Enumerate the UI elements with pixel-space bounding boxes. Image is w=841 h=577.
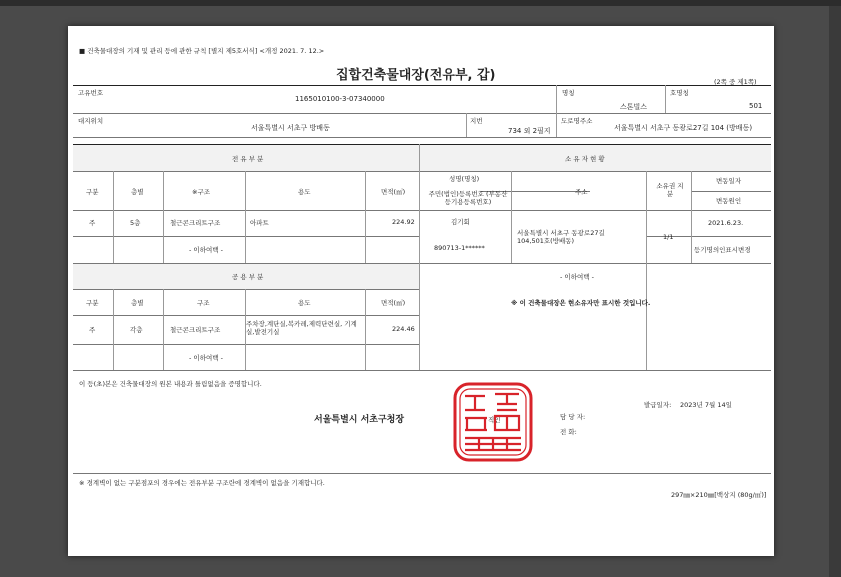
rule [73, 144, 771, 145]
road-value: 서울특별시 서초구 동광로27길 104 (방배동) [614, 124, 753, 132]
rule [691, 171, 692, 263]
owner-share-header: 소유권 지분 [656, 182, 684, 198]
rule [511, 171, 512, 263]
name-label: 명칭 [562, 89, 575, 97]
rule [245, 171, 246, 263]
phone-label: 전 화: [560, 428, 577, 436]
common-section-label: 공 용 부 분 [232, 273, 264, 281]
issue-date-label: 발급일자: [644, 401, 672, 409]
document-page [68, 26, 774, 556]
rule [73, 236, 419, 237]
col-header-structure: ※구조 [192, 188, 211, 196]
col-header-type: 구분 [86, 188, 99, 196]
road-label: 도로명주소 [561, 117, 593, 125]
owner-address-header: 주소 [575, 188, 588, 196]
lot-label: 지번 [470, 117, 483, 125]
rule [163, 171, 164, 263]
col-header-area: 면적(㎡) [381, 188, 406, 196]
viewer-top-bar [0, 0, 841, 6]
rule [365, 171, 366, 263]
owner-share: 1/1 [663, 233, 674, 241]
rule [665, 85, 666, 113]
page-indicator: (2쪽 중 제1쪽) [714, 78, 757, 86]
owner-change-cause: 등기명의인표시변경 [694, 246, 751, 254]
exclusive-section-label: 전 유 부 분 [232, 155, 264, 163]
rule [73, 113, 771, 114]
form-reference: ■ 건축물대장의 기재 및 관리 등에 관한 규칙 [별지 제5호서식] <개정 2021. 7. 12.> [79, 47, 325, 55]
excl-row-type: 주 [89, 219, 96, 227]
excl-blank: - 이하여백 - [189, 246, 223, 254]
col-header-use: 용도 [298, 188, 311, 196]
rule [365, 289, 366, 370]
rule [73, 210, 771, 211]
excl-row-structure: 철근콘크리트구조 [170, 219, 221, 227]
rule [73, 473, 771, 474]
owner-name: 김기회 [451, 218, 470, 226]
unique-no: 1165010100-3-07340000 [295, 95, 385, 103]
rule [73, 137, 771, 138]
building-name: 스톤빌스 [620, 103, 648, 111]
rule [73, 370, 771, 371]
common-row-floor: 각층 [130, 326, 143, 334]
owner-name-header: 성명(명칭) [449, 175, 480, 183]
rule [73, 263, 771, 264]
issuer-name: 서울특별시 서초구청장 [314, 415, 405, 425]
rule [73, 344, 419, 345]
owner-address-line2: 104,501호(방배동) [517, 237, 575, 245]
footnote: ※ 경계벽이 없는 구분점포의 경우에는 전유부분 구조란에 경계벽이 없음을 기재합니다. [79, 479, 325, 487]
common-row-use: 주차장,계단실,복카레,제력단련실, 기계실,발전기실 [246, 320, 357, 336]
common-row-structure: 철근콘크리트구조 [170, 326, 221, 334]
excl-row-floor: 5층 [130, 219, 141, 227]
rule [73, 289, 419, 290]
common-header-use: 용도 [298, 299, 311, 307]
document-title: 집합건축물대장(전유부, 갑) [336, 68, 496, 83]
common-blank: - 이하여백 - [189, 354, 223, 362]
rule [419, 144, 420, 370]
paper-spec: 297㎜×210㎜[백상지 (80g/㎡)] [671, 491, 767, 499]
owner-address-line1: 서울특별시 서초구 동광로27길 [517, 229, 605, 237]
owner-section-label: 소 유 자 현 황 [565, 155, 605, 163]
unit-label: 호명칭 [670, 89, 689, 97]
col-header-floor: 층별 [131, 188, 144, 196]
site-label: 대지위치 [78, 117, 104, 125]
excl-row-area: 224.92 [392, 218, 415, 226]
issuer-seal-label: 직인 [488, 416, 501, 424]
rule [73, 315, 419, 316]
common-header-type: 구분 [86, 299, 99, 307]
common-header-structure: 구조 [197, 299, 210, 307]
owner-blank: - 이하여백 - [560, 273, 594, 281]
owner-note: ※ 이 건축물대장은 현소유자만 표시한 것입니다. [511, 299, 651, 307]
owner-change-date: 2021.6.23. [708, 219, 744, 227]
owner-id: 890713-1****** [434, 244, 485, 252]
unique-no-label: 고유번호 [78, 89, 104, 97]
issue-date: 2023년 7월 14일 [680, 401, 732, 409]
certification-text: 이 등(초)본은 건축물대장의 원본 내용과 틀림없음을 증명합니다. [79, 380, 262, 388]
rule [556, 85, 557, 137]
lot-value: 734 외 2필지 [508, 127, 551, 135]
rule [113, 171, 114, 263]
rule [163, 289, 164, 370]
owner-cause-header: 변동원인 [716, 197, 742, 205]
rule [646, 171, 647, 370]
common-row-area: 224.46 [392, 325, 415, 333]
common-row-type: 주 [89, 326, 96, 334]
seal-graphic [451, 380, 535, 464]
common-header-floor: 층별 [131, 299, 144, 307]
unit-name: 501 [749, 102, 763, 110]
rule [73, 171, 771, 172]
official-seal [451, 380, 535, 464]
rule [466, 113, 467, 137]
owner-id-header: 주민(법인)등록번호 (부동산등기용등록번호) [428, 190, 508, 206]
excl-row-use: 아파트 [250, 219, 269, 227]
viewer-scrollbar[interactable] [829, 6, 841, 577]
rule [691, 191, 771, 192]
site-value: 서울특별시 서초구 방배동 [251, 124, 330, 132]
owner-date-header: 변동일자 [716, 177, 742, 185]
common-header-area: 면적(㎡) [381, 299, 406, 307]
officer-label: 담 당 자: [560, 413, 586, 421]
rule [113, 289, 114, 370]
rule [73, 85, 771, 86]
